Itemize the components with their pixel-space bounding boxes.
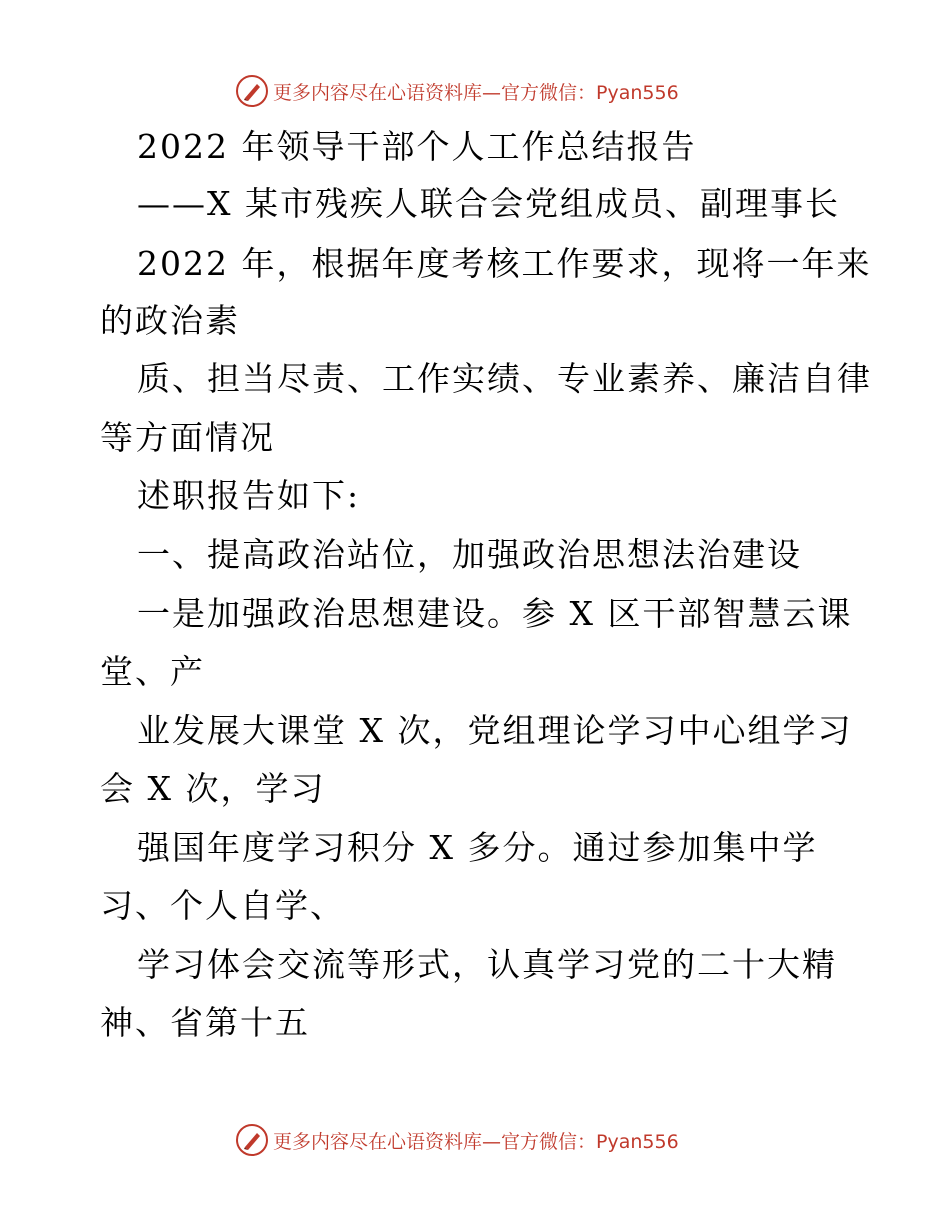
- pen-nib-icon: [235, 74, 269, 108]
- paragraph-line: 强国年度学习积分 X 多分。通过参加集中学: [137, 828, 818, 867]
- section-heading: 一、提高政治站位，加强政治思想法治建设: [137, 535, 802, 574]
- paragraph-line: 的政治素: [100, 301, 240, 340]
- paragraph-line: 学习体会交流等形式，认真学习党的二十大精: [137, 945, 837, 984]
- paragraph-line: 述职报告如下:: [137, 476, 361, 515]
- paragraph-line: 习、个人自学、: [100, 886, 345, 925]
- paragraph-line: 业发展大课堂 X 次，党组理论学习中心组学习: [137, 711, 853, 750]
- paragraph-line: 质、担当尽责、工作实绩、专业素养、廉洁自律: [137, 359, 872, 398]
- watermark-text: 更多内容尽在心语资料库—官方微信：Pyan556: [273, 1130, 679, 1153]
- document-subtitle: ——X 某市残疾人联合会党组成员、副理事长: [137, 184, 840, 223]
- paragraph-line: 会 X 次，学习: [100, 769, 326, 808]
- paragraph-line: 一是加强政治思想建设。参 X 区干部智慧云课: [137, 594, 853, 633]
- watermark-text: 更多内容尽在心语资料库—官方微信：Pyan556: [273, 81, 679, 104]
- pen-nib-icon: [235, 1123, 269, 1157]
- paragraph-line: 2022 年，根据年度考核工作要求，现将一年来: [137, 244, 872, 283]
- paragraph-line: 堂、产: [100, 652, 205, 691]
- document-title: 2022 年领导干部个人工作总结报告: [137, 127, 697, 166]
- paragraph-line: 神、省第十五: [100, 1003, 310, 1042]
- paragraph-line: 等方面情况: [100, 418, 275, 457]
- footer-watermark: [235, 1120, 679, 1160]
- header-watermark: [235, 71, 679, 111]
